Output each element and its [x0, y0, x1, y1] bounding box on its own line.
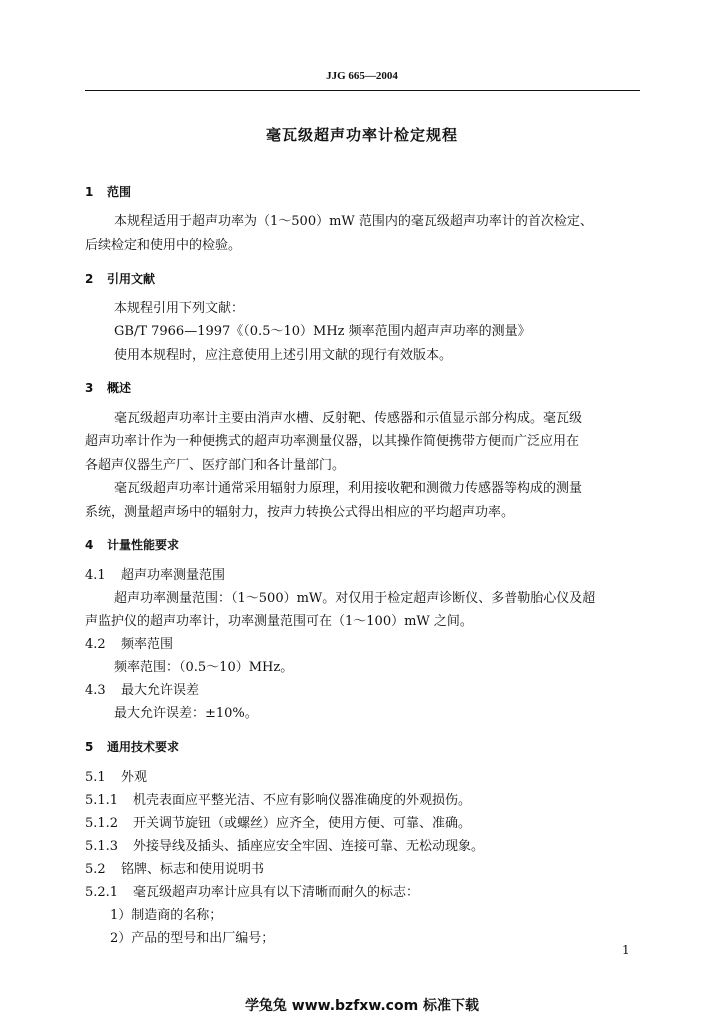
section-title: 计量性能要求: [107, 538, 180, 552]
subsection-title: 超声功率测量范围: [121, 568, 226, 583]
section-title: 概述: [107, 381, 132, 395]
subsection-4-3-heading: [85, 683, 199, 699]
subsection-number: 4.1: [85, 568, 106, 583]
paragraph-line: 频率范围：（0.5～10）MHz。: [114, 660, 294, 675]
paragraph-line: 后续检定和使用中的检验。: [85, 238, 242, 253]
section-3-heading: [85, 380, 131, 396]
paragraph-line: 超声功率测量范围：（1～500）mW。对仅用于检定超声诊断仪、多普勒胎心仪及超: [114, 591, 596, 606]
paragraph-line: 本规程引用下列文献：: [114, 301, 245, 316]
header-rule: [85, 90, 640, 91]
section-title: 范围: [107, 185, 132, 199]
clause-number: 5.1.1: [85, 793, 119, 808]
section-number: 4: [85, 538, 94, 552]
section-number: 2: [85, 272, 94, 286]
page-number: 1: [622, 943, 630, 957]
paragraph-line: 超声功率计作为一种便携式的超声功率测量仪器，以其操作简便携带方便而广泛应用在: [85, 434, 580, 449]
list-item: 1）制造商的名称；: [110, 908, 223, 923]
subsection-4-1-heading: [85, 568, 225, 584]
section-number: 1: [85, 185, 94, 199]
document-code: JJG 665—2004: [326, 70, 398, 82]
section-2-heading: [85, 271, 155, 287]
clause-5-2-1: [85, 885, 419, 901]
clause-number: 5.1.3: [85, 839, 119, 854]
clause-text: 外接导线及插头、插座应安全牢固、连接可靠、无松动现象。: [133, 839, 485, 854]
subsection-title: 铭牌、标志和使用说明书: [121, 862, 265, 877]
section-title: 引用文献: [107, 272, 156, 286]
section-4-heading: [85, 537, 179, 553]
section-number: 3: [85, 381, 94, 395]
document-title: 毫瓦级超声功率计检定规程: [265, 126, 458, 144]
paragraph-line: GB/T 7966—1997《（0.5～10）MHz 频率范围内超声声功率的测量》: [114, 324, 531, 339]
clause-5-1-3: [85, 839, 484, 855]
clause-text: 机壳表面应平整光洁、不应有影响仪器准确度的外观损伤。: [133, 793, 472, 808]
subsection-number: 4.3: [85, 683, 106, 698]
list-item: 2）产品的型号和出厂编号；: [110, 931, 275, 946]
clause-number: 5.1.2: [85, 816, 119, 831]
subsection-5-1-heading: [85, 770, 147, 786]
paragraph-line: 最大允许误差：±10%。: [114, 706, 258, 721]
clause-text: 开关调节旋钮（或螺丝）应齐全，使用方便、可靠、准确。: [133, 816, 472, 831]
paragraph-line: 各超声仪器生产厂、医疗部门和各计量部门。: [85, 458, 346, 473]
section-title: 通用技术要求: [107, 740, 180, 754]
paragraph-line: 本规程适用于超声功率为（1～500）mW 范围内的毫瓦级超声功率计的首次检定、: [114, 214, 593, 229]
section-number: 5: [85, 740, 94, 754]
paragraph-line: 使用本规程时，应注意使用上述引用文献的现行有效版本。: [114, 348, 453, 363]
footer-watermark: 学兔兔 www.bzfxw.com 标准下载: [244, 998, 480, 1014]
subsection-number: 5.1: [85, 770, 106, 785]
clause-5-1-2: [85, 816, 471, 832]
paragraph-line: 系统，测量超声场中的辐射力，按声力转换公式得出相应的平均超声功率。: [85, 505, 515, 520]
section-1-heading: [85, 184, 131, 200]
clause-number: 5.2.1: [85, 885, 119, 900]
subsection-title: 外观: [121, 770, 148, 785]
subsection-title: 频率范围: [121, 637, 174, 652]
subsection-4-2-heading: [85, 637, 173, 653]
subsection-number: 5.2: [85, 862, 106, 877]
paragraph-line: 声监护仪的超声功率计，功率测量范围可在（1～100）mW 之间。: [85, 614, 473, 629]
subsection-title: 最大允许误差: [121, 683, 200, 698]
clause-text: 毫瓦级超声功率计应具有以下清晰而耐久的标志：: [133, 885, 420, 900]
subsection-5-2-heading: [85, 862, 264, 878]
section-5-heading: [85, 739, 179, 755]
clause-5-1-1: [85, 793, 471, 809]
subsection-number: 4.2: [85, 637, 106, 652]
paragraph-line: 毫瓦级超声功率计通常采用辐射力原理，利用接收靶和测微力传感器等构成的测量: [114, 481, 583, 496]
paragraph-line: 毫瓦级超声功率计主要由消声水槽、反射靶、传感器和示值显示部分构成。毫瓦级: [114, 411, 583, 426]
